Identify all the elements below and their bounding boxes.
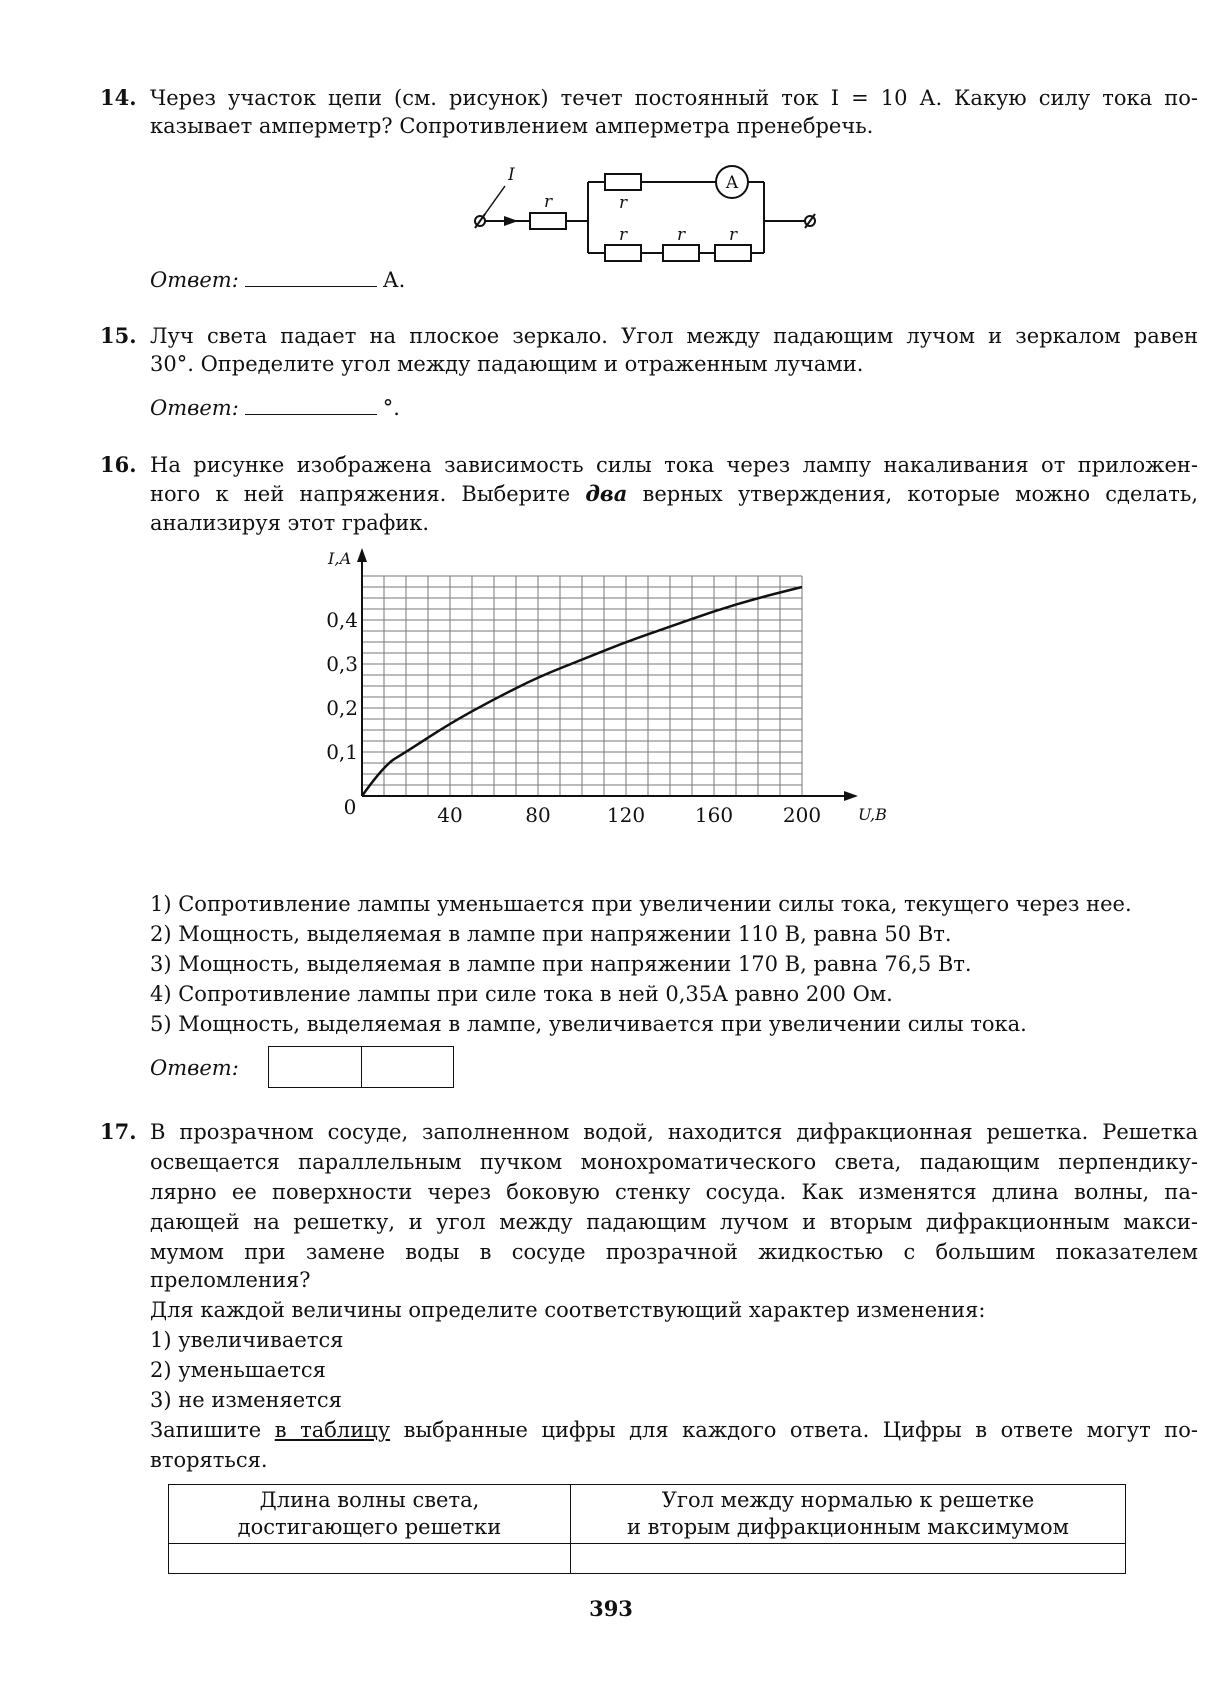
q14-answer-blank[interactable] (245, 266, 377, 287)
q15-text-line2: 30°. Определите угол между падающим и отраженным лучами. (150, 352, 864, 376)
q17-text-line6: преломления? (150, 1268, 311, 1292)
q15-answer-label: Ответ: (150, 396, 239, 420)
x-tick-label: 120 (606, 803, 646, 827)
y-tick-label: 0,4 (326, 608, 358, 632)
q15-answer-blank[interactable] (245, 394, 377, 415)
y-tick-label: 0,2 (326, 696, 358, 720)
q14-number: 14. (100, 85, 137, 110)
x-tick-label: 40 (437, 803, 463, 827)
resistor-bottom-2 (663, 245, 699, 261)
q14-answer-row (150, 266, 405, 294)
resistor-top (605, 174, 641, 190)
q16-option-4: 4) Сопротивление лампы при силе тока в ней 0,35А равно 200 Ом. (150, 982, 893, 1006)
q14-text-line2: казывает амперметр? Сопротивлением амперметра пренебречь. (150, 114, 874, 138)
q17-answer-cell-wavelength[interactable] (169, 1544, 571, 1574)
resistor-label: r (544, 192, 553, 212)
q16-text-line1: На рисунке изображена зависимость силы тока через лампу накаливания от приложен- (150, 453, 1198, 477)
q16-text-line2a: ного к ней напряжения. Выберите (150, 482, 586, 506)
q17-number: 17. (100, 1119, 137, 1144)
x-tick-label: 200 (782, 803, 822, 827)
resistor-label: r (619, 193, 628, 213)
q17-text-line1: В прозрачном сосуде, заполненном водой, находится дифракционная решетка. Решетка (150, 1120, 1198, 1144)
q16-text-line3: анализируя этот график. (150, 511, 430, 535)
q16-answer-box (268, 1046, 454, 1088)
circuit-diagram (460, 160, 850, 260)
q17-text-line3: лярно ее поверхности через боковую стенку сосуда. Как изменятся длина волны, па- (150, 1180, 1198, 1204)
q15-text-line1: Луч света падает на плоское зеркало. Угол между падающим лучом и зеркалом равен (150, 324, 1198, 348)
y-axis-arrow (357, 548, 367, 562)
q17-write-line (150, 1416, 1198, 1444)
q17-answer-cell-angle[interactable] (570, 1544, 1125, 1574)
resistor-label: r (677, 225, 686, 245)
q17-text-line2: освещается параллельным пучком монохроматического света, падающим перпендику- (150, 1150, 1198, 1174)
q16-answer-cell-1[interactable] (269, 1047, 361, 1087)
q16-text-line2 (150, 480, 1198, 508)
q17-text-line5: мумом при замене воды в сосуде прозрачной жидкостью с большим показателем (150, 1240, 1198, 1264)
x-axis-arrow (844, 791, 858, 801)
resistor-bottom-3 (715, 245, 751, 261)
q17-write-line2: вторяться. (150, 1448, 268, 1472)
y-tick-label: 0,3 (326, 652, 358, 676)
q17-header-wavelength (169, 1485, 571, 1544)
q14-answer-unit: А. (382, 268, 406, 292)
q16-number: 16. (100, 452, 137, 477)
q15-answer-row (150, 394, 400, 422)
q16-option-5: 5) Мощность, выделяемая в лампе, увеличивается при увеличении силы тока. (150, 1012, 1027, 1036)
y-tick-label: 0,1 (326, 740, 358, 764)
q17-header-angle-l2: и вторым дифракционным максимумом (626, 1515, 1069, 1539)
q17-write-underlined: в таблицу (274, 1418, 391, 1442)
q17-header-wavelength-l1: Длина волны света, (259, 1488, 480, 1512)
q14-text-line1: Через участок цепи (см. рисунок) течет постоянный ток I = 10 А. Какую силу тока по- (150, 86, 1198, 110)
iv-chart (326, 549, 960, 870)
q17-choice-3: 3) не изменяется (150, 1388, 342, 1412)
current-label: I (508, 165, 515, 185)
q17-write-b: выбранные цифры для каждого ответа. Цифры в ответе могут по- (390, 1418, 1198, 1442)
x-tick-label: 160 (694, 803, 734, 827)
q15-number: 15. (100, 323, 137, 348)
ammeter-label: A (725, 173, 739, 193)
resistor-label: r (619, 225, 628, 245)
resistor-label: r (729, 225, 738, 245)
q16-option-2: 2) Мощность, выделяемая в лампе при напряжении 110 В, равна 50 Вт. (150, 922, 952, 946)
q16-answer-label: Ответ: (150, 1056, 239, 1080)
q17-choice-2: 2) уменьшается (150, 1358, 326, 1382)
q17-choice-1: 1) увеличивается (150, 1328, 344, 1352)
y-axis-label: I,А (328, 549, 352, 568)
q16-option-1: 1) Сопротивление лампы уменьшается при увеличении силы тока, текущего через нее. (150, 892, 1132, 916)
q17-text-line7: Для каждой величины определите соответствующий характер изменения: (150, 1298, 986, 1322)
x-tick-label: 80 (525, 803, 551, 827)
q15-answer-unit: °. (382, 396, 400, 420)
x-axis-label: U,В (858, 805, 887, 824)
q16-option-3: 3) Мощность, выделяемая в лампе при напряжении 170 В, равна 76,5 Вт. (150, 952, 972, 976)
q17-write-a: Запишите (150, 1418, 275, 1442)
q17-answer-table (168, 1484, 1126, 1574)
resistor-series (530, 213, 566, 229)
q16-emphasis: два (585, 481, 628, 506)
origin-label: 0 (343, 795, 357, 819)
q16-text-line2b: верных утверждения, которые можно сделать, (627, 482, 1199, 506)
q17-text-line4: дающей на решетку, и угол между падающим лучом и вторым дифракционным макси- (150, 1210, 1198, 1234)
q14-answer-label: Ответ: (150, 268, 239, 292)
page-number: 393 (589, 1596, 633, 1621)
q16-answer-cell-2[interactable] (361, 1047, 454, 1087)
q17-header-angle-l1: Угол между нормалью к решетке (661, 1488, 1035, 1512)
resistor-bottom-1 (605, 245, 641, 261)
q17-header-angle (570, 1485, 1125, 1544)
q17-header-wavelength-l2: достигающего решетки (237, 1515, 502, 1539)
